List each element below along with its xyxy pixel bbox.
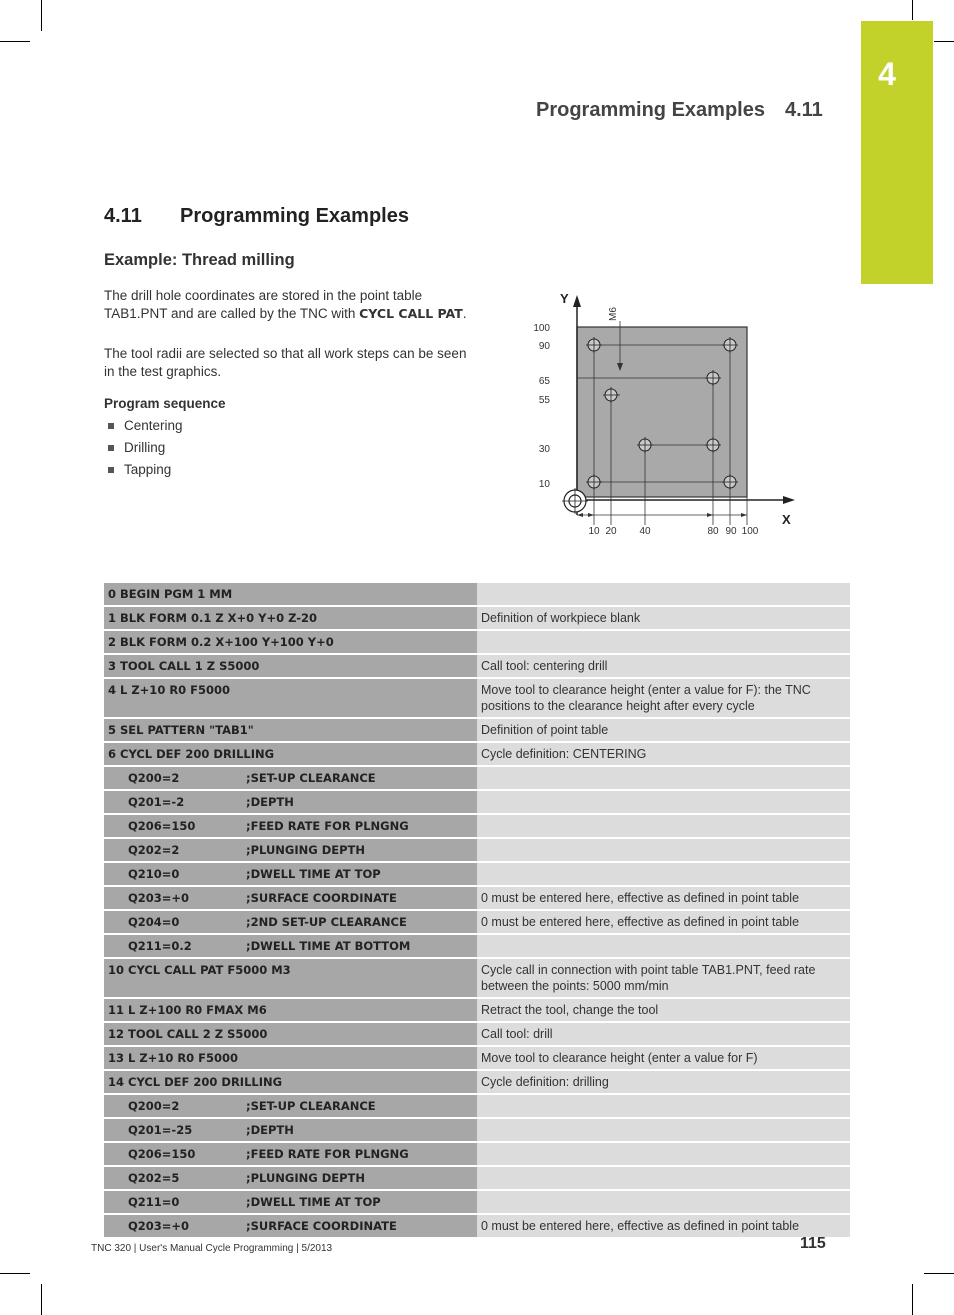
table-row (104, 1095, 850, 1117)
cycle-parameter: Q210=0 (128, 867, 180, 881)
program-description-cell (477, 767, 850, 789)
program-code-cell: 10 CYCL CALL PAT F5000 M3 (104, 959, 477, 997)
program-code-cell (104, 935, 477, 957)
table-row (104, 1071, 850, 1093)
y-tick-label: 10 (538, 479, 550, 490)
parameter-comment: ;DEPTH (246, 1123, 294, 1137)
program-description-cell: Move tool to clearance height (enter a value for F) (477, 1047, 850, 1069)
x-tick-label: 100 (741, 526, 759, 537)
x-tick-label: 40 (639, 526, 651, 537)
program-code-cell: 11 L Z+100 R0 FMAX M6 (104, 999, 477, 1021)
program-code-cell: 5 SEL PATTERN "TAB1" (104, 719, 477, 741)
y-tick-label: 100 (533, 323, 550, 334)
section-number: 4.11 (104, 205, 142, 227)
program-description-cell: Retract the tool, change the tool (477, 999, 850, 1021)
cycle-parameter: Q202=5 (128, 1171, 180, 1185)
intro-text: The drill hole coordinates are stored in the point table TAB1.PNT and are called by the TNC with (104, 288, 423, 321)
program-description-cell: 0 must be entered here, effective as defined in point table (477, 887, 850, 909)
program-code-cell: 14 CYCL DEF 200 DRILLING (104, 1071, 477, 1093)
workpiece-drawing (520, 285, 805, 550)
list-item: Tapping (104, 459, 183, 481)
x-axis-arrow (783, 496, 795, 504)
program-sequence-list (104, 415, 183, 481)
parameter-comment: ;FEED RATE FOR PLNGNG (246, 1147, 409, 1161)
parameter-comment: ;2ND SET-UP CLEARANCE (246, 915, 407, 929)
program-description-cell (477, 1095, 850, 1117)
program-description-cell (477, 583, 850, 605)
table-row (104, 839, 850, 861)
cycle-parameter: Q200=2 (128, 771, 180, 785)
program-description-cell (477, 1167, 850, 1189)
program-code-cell (104, 1191, 477, 1213)
parameter-comment: ;SURFACE COORDINATE (246, 1219, 397, 1233)
cycle-parameter: Q211=0 (128, 1195, 180, 1209)
parameter-comment: ;FEED RATE FOR PLNGNG (246, 819, 409, 833)
program-description-cell (477, 1143, 850, 1165)
program-description-cell: Cycle definition: drilling (477, 1071, 850, 1093)
program-code-cell: 4 L Z+10 R0 F5000 (104, 679, 477, 717)
program-code-cell (104, 1119, 477, 1141)
crop-mark (0, 1273, 30, 1274)
x-tick-label: 20 (605, 526, 617, 537)
x-tick-labels (588, 526, 758, 537)
thread-label: M6 (608, 307, 619, 321)
program-description-cell (477, 863, 850, 885)
running-head-number: 4.11 (784, 99, 823, 121)
y-tick-label: 65 (538, 376, 550, 387)
crop-mark (912, 0, 913, 20)
program-description-cell: Call tool: centering drill (477, 655, 850, 677)
program-code-cell (104, 863, 477, 885)
program-description-cell: Call tool: drill (477, 1023, 850, 1045)
program-description-cell: Definition of workpiece blank (477, 607, 850, 629)
program-code-cell: 0 BEGIN PGM 1 MM (104, 583, 477, 605)
table-row (104, 1143, 850, 1165)
table-row (104, 583, 850, 605)
cycle-parameter: Q206=150 (128, 1147, 196, 1161)
cycle-parameter: Q201=-2 (128, 795, 185, 809)
table-row (104, 887, 850, 909)
program-description-cell: Cycle call in connection with point table TAB1.PNT, feed rate between the points: 5000 mm/min (477, 959, 850, 997)
program-code-cell (104, 1215, 477, 1237)
intro-code: CYCL CALL PAT (359, 305, 463, 321)
parameter-comment: ;DWELL TIME AT TOP (246, 867, 381, 881)
table-row (104, 1167, 850, 1189)
y-tick-labels (533, 323, 550, 490)
program-code-cell (104, 1095, 477, 1117)
program-code-cell (104, 839, 477, 861)
y-tick-label: 55 (538, 395, 550, 406)
section-heading (104, 205, 409, 228)
program-description-cell (477, 1119, 850, 1141)
program-description-cell: 0 must be entered here, effective as defined in point table (477, 1215, 850, 1237)
table-row (104, 1215, 850, 1237)
program-code-cell (104, 767, 477, 789)
program-code-cell (104, 887, 477, 909)
cycle-parameter: Q202=2 (128, 843, 180, 857)
intro-paragraph-2: The tool radii are selected so that all work steps can be seen in the test graphics. (104, 346, 467, 379)
program-code-cell: 6 CYCL DEF 200 DRILLING (104, 743, 477, 765)
bullet-icon (108, 467, 114, 473)
table-row (104, 815, 850, 837)
table-row (104, 607, 850, 629)
program-code-cell (104, 815, 477, 837)
cycle-parameter: Q203=+0 (128, 891, 190, 905)
table-row (104, 1119, 850, 1141)
table-row (104, 631, 850, 653)
program-code-cell (104, 1143, 477, 1165)
program-table (104, 581, 850, 1239)
workpiece-plate (577, 327, 747, 497)
program-code-cell: 1 BLK FORM 0.1 Z X+0 Y+0 Z-20 (104, 607, 477, 629)
program-description-cell (477, 839, 850, 861)
parameter-comment: ;DWELL TIME AT TOP (246, 1195, 381, 1209)
x-tick-label: 90 (725, 526, 737, 537)
crop-mark (934, 41, 954, 42)
crop-mark (0, 41, 30, 42)
parameter-comment: ;DWELL TIME AT BOTTOM (246, 939, 411, 953)
y-axis-arrow (573, 295, 581, 307)
list-item: Centering (104, 415, 183, 437)
program-code-cell: 13 L Z+10 R0 F5000 (104, 1047, 477, 1069)
table-row (104, 791, 850, 813)
table-row (104, 719, 850, 741)
crop-mark (41, 1284, 42, 1315)
footer-text: TNC 320 | User's Manual Cycle Programming | 5/2013 (91, 1243, 333, 1254)
intro-paragraph-1 (104, 287, 474, 322)
section-title: Programming Examples (180, 205, 409, 227)
x-axis-label: X (782, 512, 791, 527)
cycle-parameter: Q204=0 (128, 915, 180, 929)
program-description-cell (477, 631, 850, 653)
program-sequence-title: Program sequence (104, 396, 226, 411)
table-row (104, 1047, 850, 1069)
parameter-comment: ;PLUNGING DEPTH (246, 1171, 365, 1185)
table-row (104, 1023, 850, 1045)
table-row (104, 863, 850, 885)
running-head (536, 99, 823, 122)
program-description-cell: Cycle definition: CENTERING (477, 743, 850, 765)
program-description-cell (477, 935, 850, 957)
program-description-cell (477, 791, 850, 813)
x-tick-label: 10 (588, 526, 600, 537)
crop-mark (41, 0, 42, 31)
parameter-comment: ;SURFACE COORDINATE (246, 891, 397, 905)
y-tick-label: 90 (538, 341, 550, 352)
crop-mark (924, 1273, 954, 1274)
program-description-cell (477, 815, 850, 837)
program-code-cell (104, 1167, 477, 1189)
program-description-cell (477, 1191, 850, 1213)
table-row (104, 935, 850, 957)
bullet-icon (108, 423, 114, 429)
list-item: Drilling (104, 437, 183, 459)
parameter-comment: ;SET-UP CLEARANCE (246, 1099, 376, 1113)
program-code-cell (104, 911, 477, 933)
table-row (104, 911, 850, 933)
chapter-number: 4 (878, 56, 896, 92)
table-row (104, 959, 850, 997)
program-description-cell: Move tool to clearance height (enter a value for F): the TNC positions to the clearance height after every cycle (477, 679, 850, 717)
table-row (104, 743, 850, 765)
table-row (104, 1191, 850, 1213)
page-number: 115 (800, 1235, 826, 1252)
program-code-cell (104, 791, 477, 813)
running-head-title: Programming Examples (536, 99, 765, 121)
intro-end: . (462, 305, 467, 321)
table-row (104, 999, 850, 1021)
program-code-cell: 2 BLK FORM 0.2 X+100 Y+100 Y+0 (104, 631, 477, 653)
program-description-cell: Definition of point table (477, 719, 850, 741)
program-code-cell: 3 TOOL CALL 1 Z S5000 (104, 655, 477, 677)
example-title: Example: Thread milling (104, 251, 295, 269)
program-code-cell: 12 TOOL CALL 2 Z S5000 (104, 1023, 477, 1045)
table-row (104, 767, 850, 789)
cycle-parameter: Q200=2 (128, 1099, 180, 1113)
table-row (104, 655, 850, 677)
parameter-comment: ;SET-UP CLEARANCE (246, 771, 376, 785)
table-row (104, 679, 850, 717)
program-description-cell: 0 must be entered here, effective as defined in point table (477, 911, 850, 933)
y-axis-label: Y (560, 291, 569, 306)
crop-mark (912, 1284, 913, 1315)
cycle-parameter: Q203=+0 (128, 1219, 190, 1233)
cycle-parameter: Q201=-25 (128, 1123, 193, 1137)
x-tick-label: 80 (707, 526, 719, 537)
bullet-icon (108, 445, 114, 451)
cycle-parameter: Q206=150 (128, 819, 196, 833)
cycle-parameter: Q211=0.2 (128, 939, 192, 953)
parameter-comment: ;DEPTH (246, 795, 294, 809)
y-tick-label: 30 (538, 444, 550, 455)
parameter-comment: ;PLUNGING DEPTH (246, 843, 365, 857)
